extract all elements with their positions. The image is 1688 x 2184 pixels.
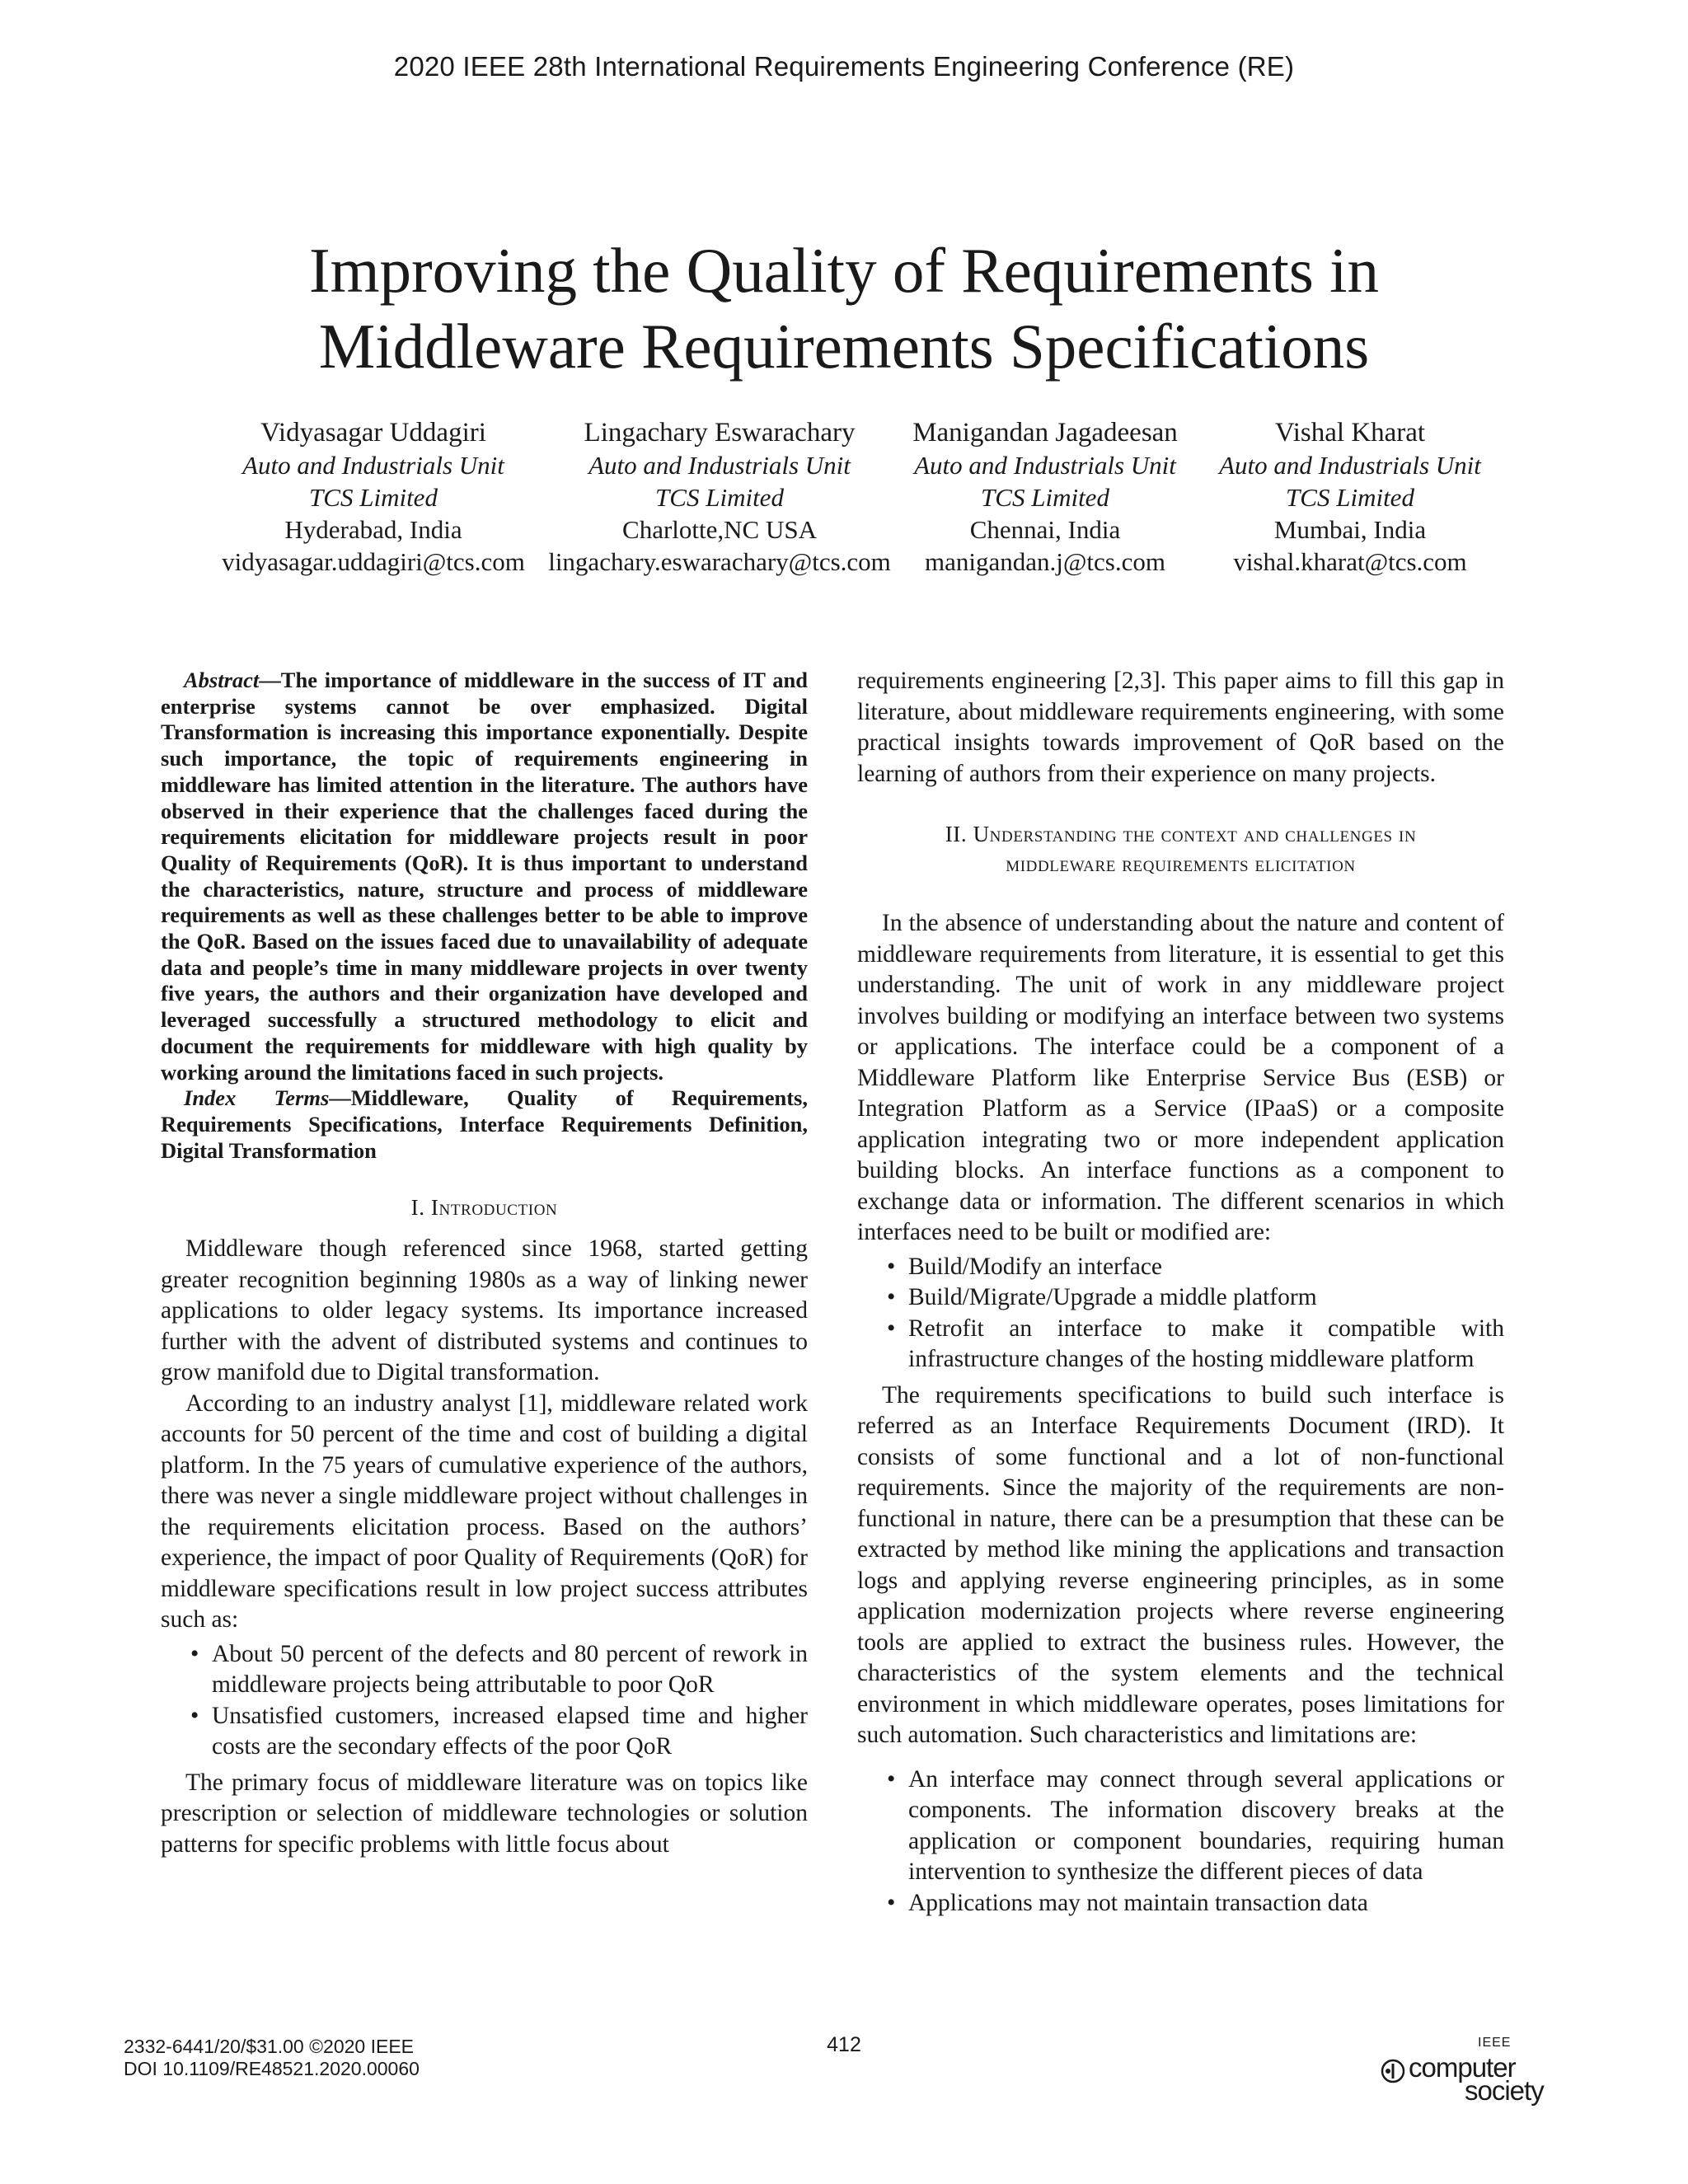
index-terms-text: —Middleware, Quality of Requirements, Requirements Specifications, Interface Requirements Definition, Digital Transformation <box>161 1085 808 1163</box>
list-item: • About 50 percent of the defects and 80 percent of rework in middleware projects being attributable to poor QoR <box>212 1639 808 1701</box>
section-heading-introduction: I. Introduction <box>410 1195 558 1221</box>
author-block <box>196 416 1508 581</box>
author-unit: Auto and Industrials Unit <box>914 451 1176 480</box>
list-item: • Retrofit an interface to make it compatible with infrastructure changes of the hosting middleware platform <box>908 1314 1504 1376</box>
bullet-list <box>857 1765 1504 1919</box>
footer-doi: DOI 10.1109/RE48521.2020.00060 <box>124 2058 420 2079</box>
list-item: • Build/Migrate/Upgrade a middle platform <box>908 1282 1504 1314</box>
author-company: TCS Limited <box>1286 483 1414 512</box>
author-company: TCS Limited <box>981 483 1109 512</box>
author-unit: Auto and Industrials Unit <box>588 451 851 480</box>
paper-title <box>0 232 1688 384</box>
author-1 <box>196 416 551 578</box>
bullet-list <box>857 1252 1504 1376</box>
ieee-computer-society-logo <box>1381 2036 1562 2110</box>
right-column <box>857 666 1504 1924</box>
paragraph: According to an industry analyst [1], middleware related work accounts for 50 percent of the time and cost of building a digital platform. In the 75 years of cumulative experience of the authors, there was never a single middleware project without challenges in the requirements elicitation process. Based on the authors’ experience, the impact of poor Quality of Requirements (QoR) for middleware specifications result in low project success attributes such as: <box>161 1390 808 1633</box>
author-location: Chennai, India <box>969 515 1121 544</box>
author-email: vishal.kharat@tcs.com <box>1233 547 1467 576</box>
author-company: TCS Limited <box>655 483 784 512</box>
author-name: Vishal Kharat <box>1274 418 1426 448</box>
author-3 <box>868 416 1222 578</box>
author-unit: Auto and Industrials Unit <box>242 451 504 480</box>
left-column <box>161 668 808 1860</box>
author-2 <box>542 416 897 578</box>
abstract-lead: Abstract <box>184 668 260 692</box>
paragraph: The requirements specifications to build such interface is referred as an Interface Requirements Document (IRD). It consists of some functional and a lot of non-functional requirements. Since the majority of the requirements are non-functional in nature, there can be a presumption that these can be extracted by method like mining the applications and transaction logs and applying reverse engineering principles, as in some application modernization projects where reverse engineering tools are applied to extract the business rules. However, the characteristics of the system elements and the technical environment in which middleware operates, poses limitations for such automation. Such characteristics and limitations are: <box>857 1381 1504 1748</box>
section-heading-line: middleware requirements elicitation <box>1006 851 1356 876</box>
paragraph: The primary focus of middleware literature was on topics like prescription or selection of middleware technologies or solution patterns for specific problems with little focus about <box>161 1769 808 1858</box>
list-item: • Applications may not maintain transaction data <box>908 1888 1504 1919</box>
ieee-mark-icon <box>1381 2059 1405 2083</box>
author-name: Manigandan Jagadeesan <box>912 418 1178 448</box>
list-item: • An interface may connect through several applications or components. The information discovery breaks at the application or component boundaries, requiring human intervention to synthesize the different pieces of data <box>908 1765 1504 1888</box>
author-4 <box>1173 416 1527 578</box>
paragraph: Middleware though referenced since 1968, started getting greater recognition beginning 1980s as a way of linking newer applications to older legacy systems. Its importance increased further with the advent of distributed systems and continues to grow manifold due to Digital transformation. <box>161 1235 808 1386</box>
paragraph: requirements engineering [2,3]. This paper aims to fill this gap in literature, about middleware requirements engineering, with some practical insights towards improvement of QoR based on the learning of authors from their experience on many projects. <box>857 668 1504 787</box>
logo-word-computer: computer <box>1409 2052 1516 2083</box>
title-line-1: Improving the Quality of Requirements in <box>308 235 1380 306</box>
section-heading-context <box>857 819 1504 879</box>
author-email: lingachary.eswarachary@tcs.com <box>548 547 891 576</box>
logo-word-society: society <box>1465 2075 1544 2106</box>
footer-issn: 2332-6441/20/$31.00 ©2020 IEEE <box>124 2036 415 2057</box>
paragraph: In the absence of understanding about the nature and content of middleware requirements from literature, it is essential to get this understanding. The unit of work in any middleware project involves building or modifying an interface between two systems or applications. The interface could be a component of a Middleware Platform like Enterprise Service Bus (ESB) or Integration Platform as a Service (IPaaS) or a composite application integrating two or more independent application building blocks. An interface functions as a component to exchange data or information. The different scenarios in which interfaces need to be built or modified are: <box>857 910 1504 1245</box>
section-heading-line: II. Understanding the context and challenges in <box>945 822 1417 846</box>
index-terms-lead: Index Terms <box>184 1085 330 1111</box>
title-line-2: Middleware Requirements Specifications <box>318 311 1370 382</box>
abstract <box>161 668 808 1085</box>
logo-ieee-text: IEEE <box>1478 2036 1512 2050</box>
author-location: Hyderabad, India <box>284 515 462 544</box>
page-number: 412 <box>827 2033 861 2056</box>
bullet-list <box>161 1639 808 1763</box>
author-location: Mumbai, India <box>1273 515 1427 544</box>
list-item: • Build/Modify an interface <box>908 1252 1504 1283</box>
author-location: Charlotte,NC USA <box>622 515 817 544</box>
author-email: vidyasagar.uddagiri@tcs.com <box>222 547 525 576</box>
author-company: TCS Limited <box>309 483 438 512</box>
author-name: Vidyasagar Uddagiri <box>260 418 486 448</box>
conference-header: 2020 IEEE 28th International Requirements Engineering Conference (RE) <box>393 51 1295 82</box>
list-item: • Unsatisfied customers, increased elapsed time and higher costs are the secondary effects of the poor QoR <box>212 1701 808 1763</box>
abstract-text: —The importance of middleware in the success of IT and enterprise systems cannot be over emphasized. Digital Transformation is increasing this importance exponentially. Despite such importance, the topic of requirements engineering in middleware has limited attention in the literature. The authors have observed in their experience that the challenges faced during the requirements elicitation for middleware projects result in poor Quality of Requirements (QoR). It is thus important to understand the characteristics, nature, structure and process of middleware requirements as well as these challenges better to be able to improve the QoR. Based on the issues faced due to unavailability of adequate data and people’s time in many middleware projects in over twenty five years, the authors and their organization have developed and leveraged successfully a structured methodology to elicit and document the requirements for middleware with high quality by working around the limitations faced in such projects. <box>161 668 808 1085</box>
author-email: manigandan.j@tcs.com <box>925 547 1165 576</box>
author-unit: Auto and Industrials Unit <box>1219 451 1481 480</box>
index-terms <box>161 1085 808 1164</box>
author-name: Lingachary Eswarachary <box>584 418 856 448</box>
